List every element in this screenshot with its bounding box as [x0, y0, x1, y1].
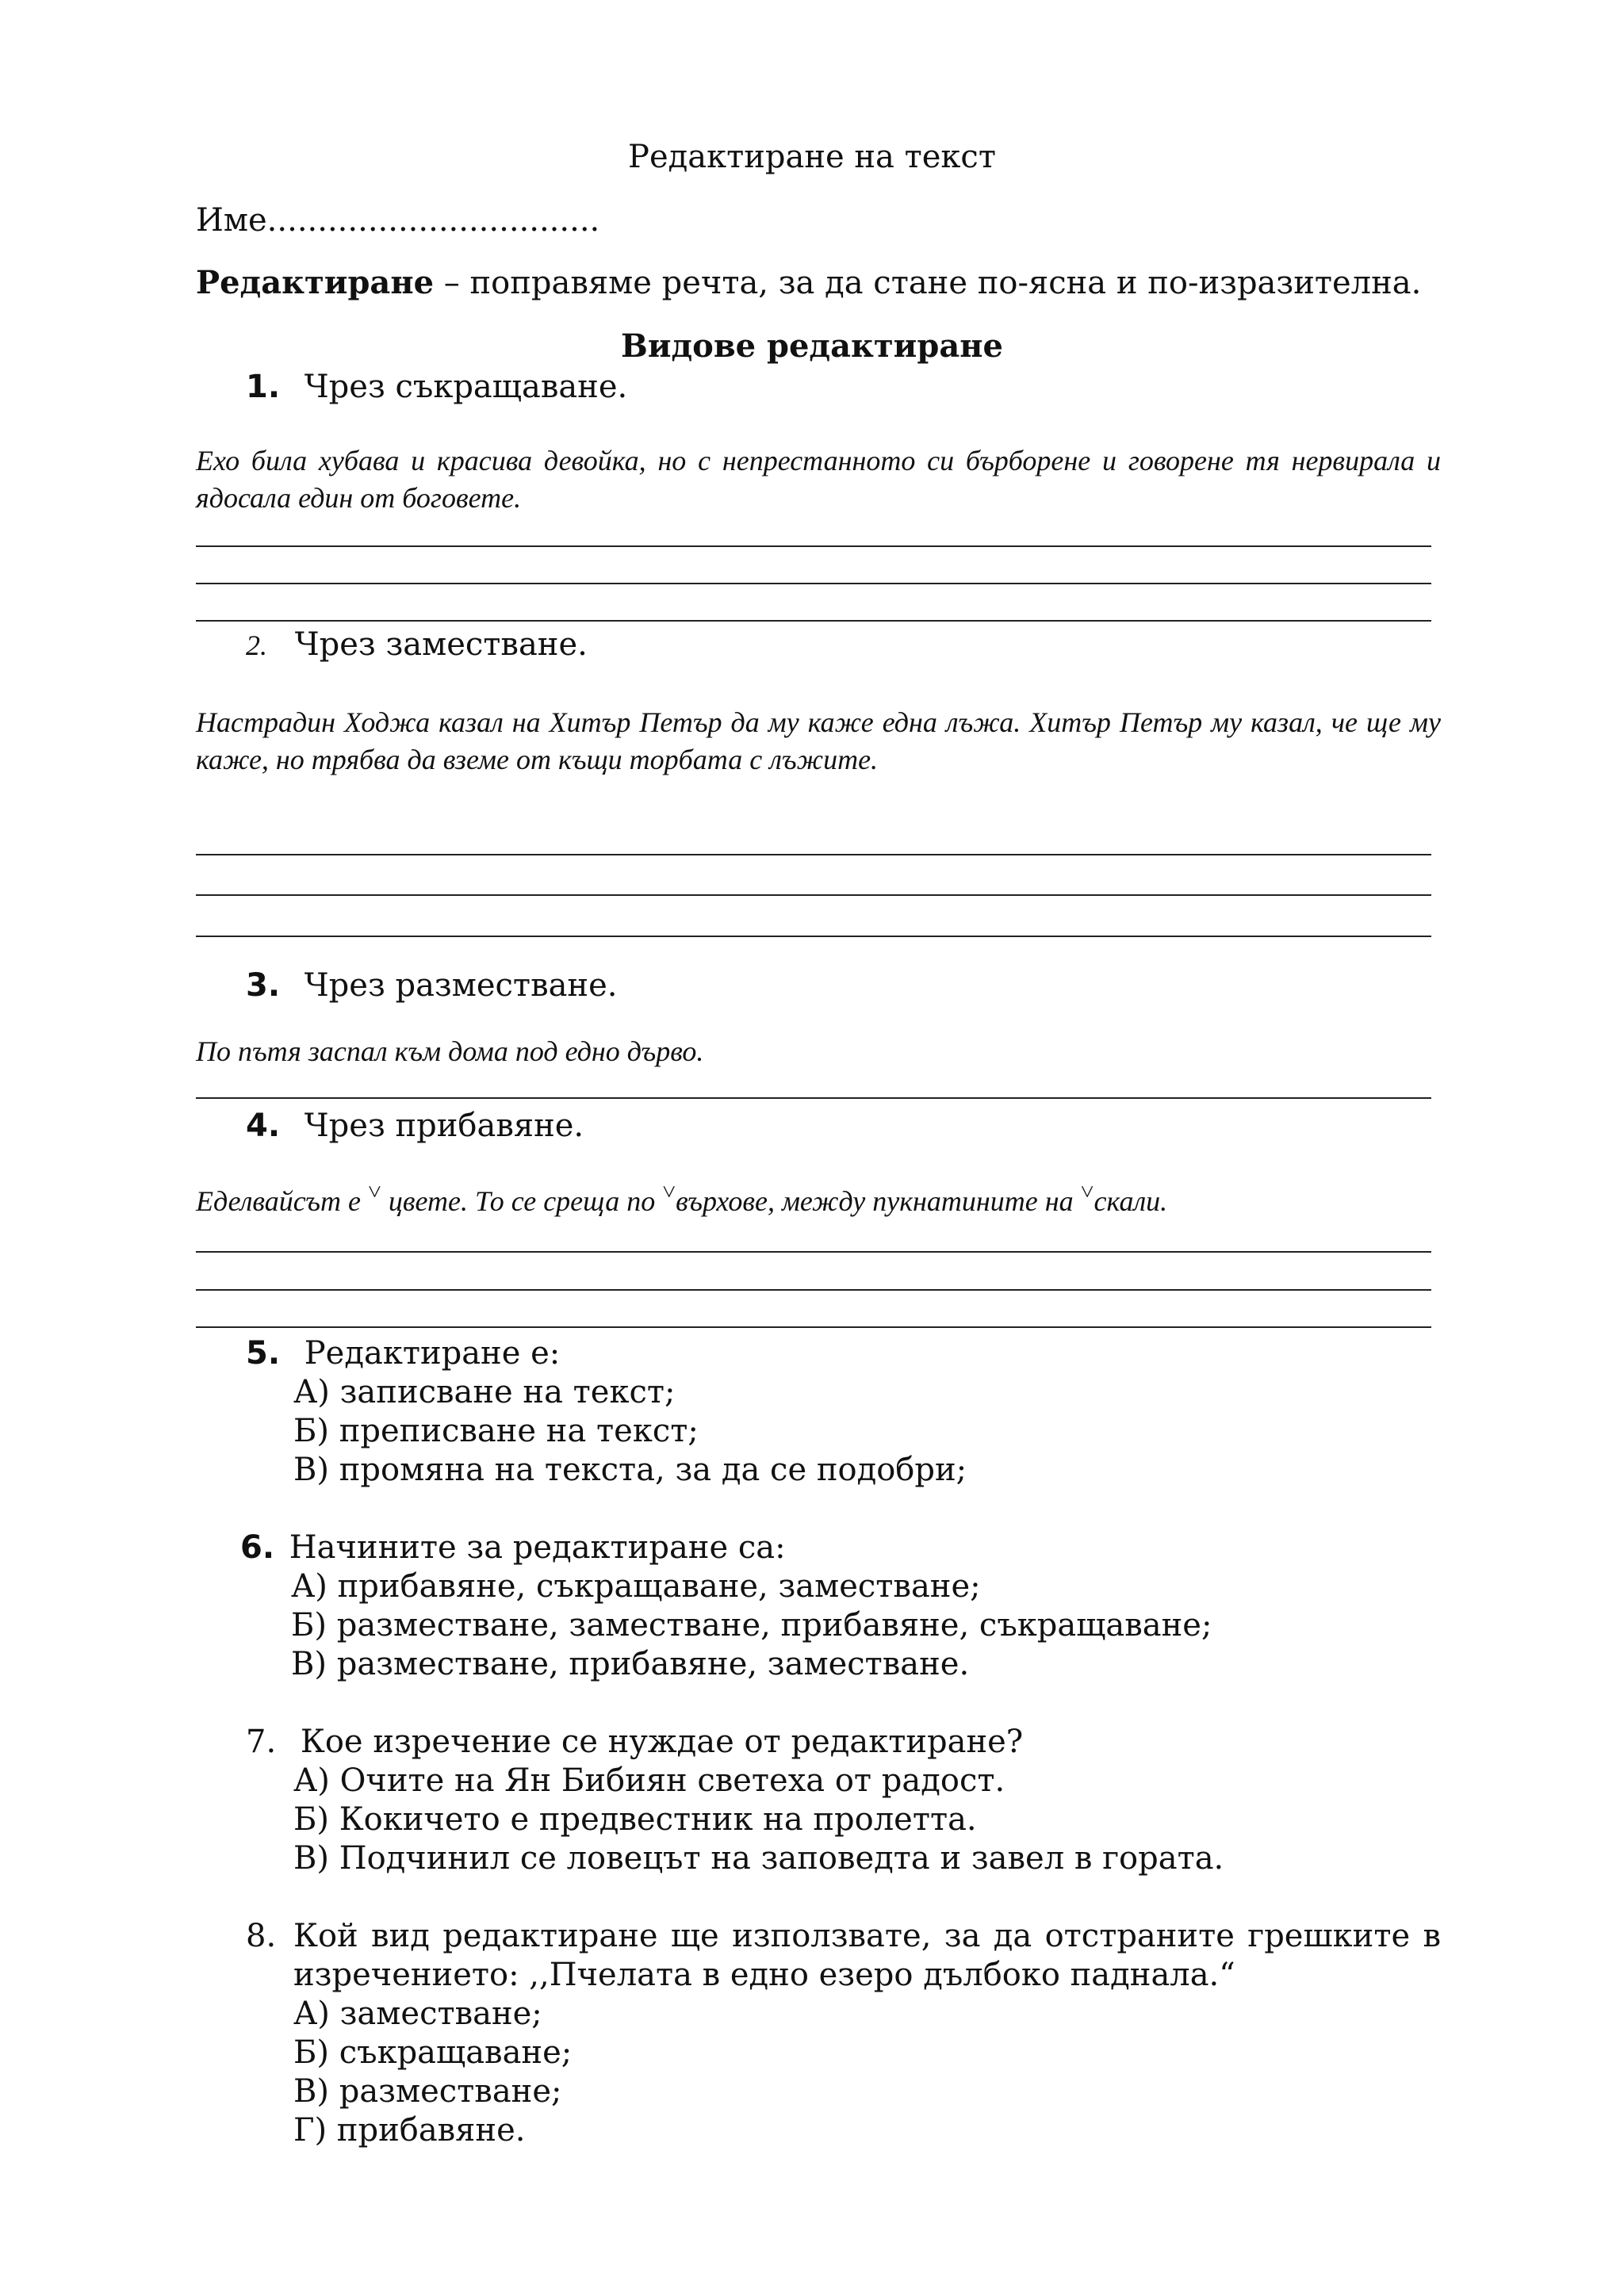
answer-line[interactable] — [196, 1097, 1431, 1099]
answer-line[interactable] — [196, 1251, 1431, 1253]
task-label: Чрез прибавяне. — [304, 1108, 584, 1144]
task-number: 1. — [246, 369, 281, 405]
answer-line[interactable] — [196, 545, 1431, 547]
task-4-sentence — [196, 1179, 1168, 1217]
question-number: 6. — [240, 1529, 275, 1566]
task-2-sentence-line-1: Настрадин Ходжа казал на Хитър Петър да му каже една лъжа. Хитър Петър му казал, че ще му — [196, 706, 1441, 738]
task-3-title — [246, 967, 618, 1004]
question-stem: Кое изречение се нуждае от редактиране? — [300, 1724, 1024, 1760]
question-8-number: 8. — [246, 1918, 277, 1954]
option[interactable]: В) Подчинил се ловецът на заповедта и завел в гората. — [293, 1840, 1224, 1877]
option[interactable]: В) промяна на текста, за да се подобри; — [293, 1452, 967, 1488]
definition-text: – поправяме речта, за да стане по-ясна и по-изразителна. — [434, 265, 1422, 301]
task-number: 4. — [246, 1108, 281, 1144]
option[interactable]: Б) преписване на текст; — [293, 1413, 699, 1449]
definition-term: Редактиране — [196, 264, 435, 301]
question-7 — [246, 1726, 1023, 1758]
task-label: Чрез заместване. — [294, 626, 588, 663]
task-1-sentence-line-1: Ехо била хубава и красива девойка, но с непрестанното си бърборене и говорене тя нервирала и — [196, 445, 1441, 476]
answer-line[interactable] — [196, 620, 1431, 622]
sentence-part: скали. — [1094, 1185, 1168, 1217]
answer-line[interactable] — [196, 1326, 1431, 1328]
answer-line[interactable] — [196, 1289, 1431, 1291]
option[interactable]: Б) разместване, заместване, прибавяне, съкращаване; — [291, 1607, 1212, 1644]
sentence-part: Еделвайсът е — [196, 1185, 368, 1217]
option[interactable]: А) Очите на Ян Бибиян светеха от радост. — [293, 1762, 1005, 1799]
insertion-mark-icon: ˅ — [367, 1179, 381, 1205]
answer-line[interactable] — [196, 936, 1431, 937]
sentence-part: върхове, между пукнатините на — [676, 1185, 1081, 1217]
definition — [196, 264, 1422, 301]
question-stem: Начините за редактиране са: — [289, 1529, 786, 1566]
question-stem: Редактиране е: — [304, 1335, 561, 1372]
answer-line[interactable] — [196, 583, 1431, 584]
task-number: 3. — [246, 967, 281, 1004]
task-label: Чрез съкращаване. — [304, 369, 628, 405]
option[interactable]: А) заместване; — [293, 1996, 542, 2032]
insertion-mark-icon: ˅ — [662, 1179, 676, 1205]
option[interactable]: В) разместване; — [293, 2073, 562, 2110]
answer-line[interactable] — [196, 854, 1431, 855]
task-label: Чрез разместване. — [304, 967, 618, 1004]
task-1-title — [246, 371, 627, 403]
option[interactable]: А) записване на текст; — [293, 1374, 676, 1410]
task-1-sentence-line-2: ядосала един от боговете. — [196, 482, 522, 514]
task-2-sentence-line-2: каже, но трябва да вземе от къщи торбата с лъжите. — [196, 744, 879, 775]
question-number: 5. — [246, 1335, 281, 1372]
task-3-sentence: По пътя заспал към дома под едно дърво. — [196, 1035, 704, 1067]
insertion-mark-icon: ˅ — [1080, 1179, 1094, 1205]
question-5 — [246, 1335, 561, 1372]
name-field[interactable]: Име................................. — [196, 202, 600, 239]
option[interactable]: А) прибавяне, съкращаване, заместване; — [291, 1568, 981, 1605]
question-6 — [240, 1529, 786, 1566]
question-8-stem-line-2: изречението: ,,Пчелата в едно езеро дълбоко паднала.“ — [293, 1957, 1235, 1993]
question-8-stem-line-1: Кой вид редактиране ще използвате, за да отстраните грешките в — [293, 1918, 1441, 1954]
task-2-title — [246, 626, 588, 663]
task-4-title — [246, 1110, 584, 1142]
answer-line[interactable] — [196, 894, 1431, 896]
option[interactable]: Г) прибавяне. — [293, 2112, 526, 2149]
section-heading: Видове редактиране — [621, 327, 1003, 365]
sentence-part: цвете. То се среща по — [381, 1185, 663, 1217]
question-number: 7. — [246, 1724, 277, 1760]
option[interactable]: В) разместване, прибавяне, заместване. — [291, 1646, 970, 1682]
page-title: Редактиране на текст — [628, 139, 996, 175]
option[interactable]: Б) съкращаване; — [293, 2034, 573, 2071]
task-number: 2. — [246, 629, 267, 661]
option[interactable]: Б) Кокичето е предвестник на пролетта. — [293, 1801, 977, 1838]
